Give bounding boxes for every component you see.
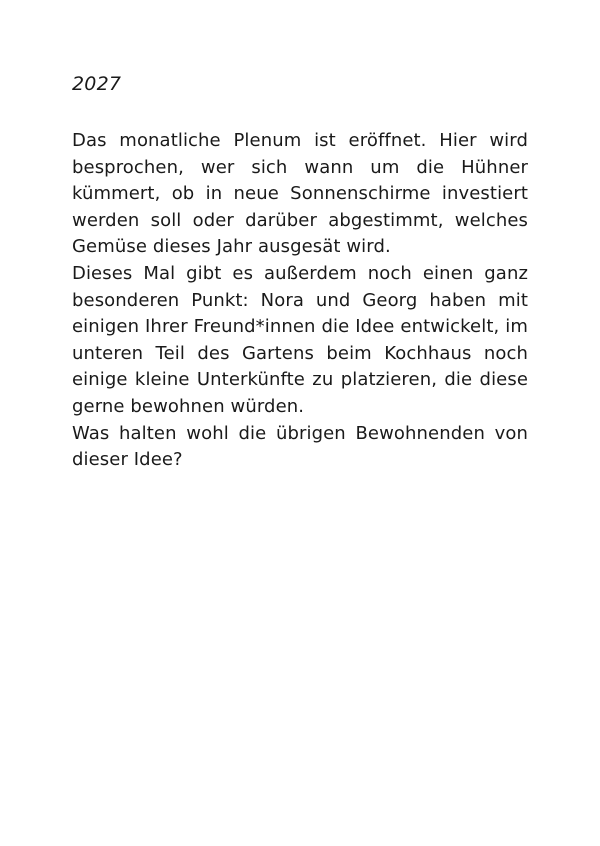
- year-heading: 2027: [72, 73, 122, 95]
- body-text: [72, 128, 528, 474]
- paragraph-question: Was halten wohl die übrigen Bewohnenden von dieser Idee?: [72, 422, 528, 471]
- paragraph-plenum: Das monatliche Plenum ist eröffnet. Hier wird besprochen, wer sich wann um die Hühner kümmert, ob in neue Sonnenschirme investiert werden soll oder darüber abgestimmt, welches Gemüse dieses Jahr ausgesät wird.: [72, 130, 528, 258]
- paragraph-special-point: Dieses Mal gibt es außerdem noch einen ganz besonderen Punkt: Nora und Georg haben mit einigen Ihrer Freund*innen die Idee entwickelt, im unteren Teil des Gartens beim Kochhaus noch einige kleine Unterkünfte zu platzieren, die diese gerne bewohnen würden.: [72, 262, 528, 417]
